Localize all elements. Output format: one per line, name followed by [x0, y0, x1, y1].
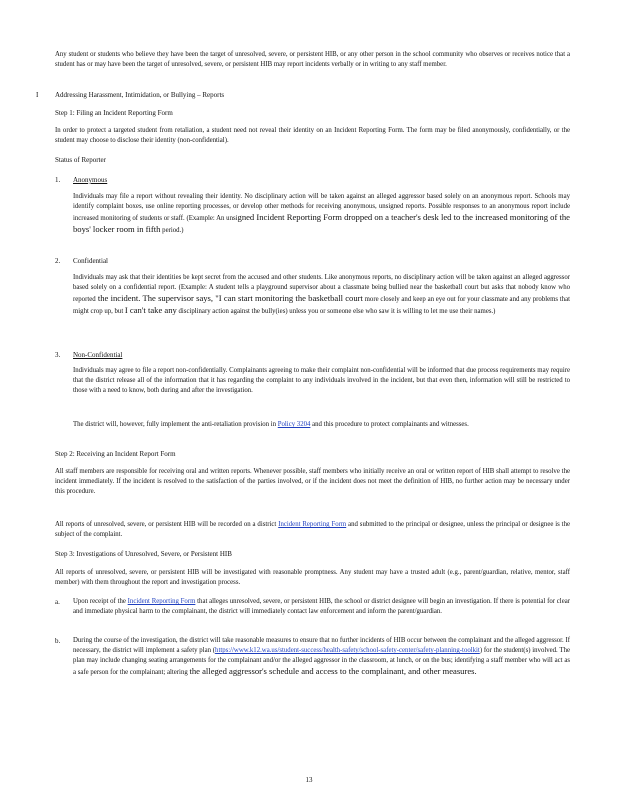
- step1-paragraph: In order to protect a targeted student from retaliation, a student need not reveal their identity on an Incident Reporting Form. The form may be filed anonymously, confidentially, or the student may choose to disclose their identity (non-confidential).: [55, 127, 570, 144]
- intro-paragraph: Any student or students who believe they have been the target of unresolved, severe, or persistent HIB, or any other person in the school community who observes or receives notice that a student has or may have been the target of unresolved, severe, or persistent HIB may report incidents verbally or in writing to any staff member.: [55, 51, 570, 68]
- item-a-paragraph: Upon receipt of the Incident Reporting Form that alleges unresolved, severe, or persistent HIB, the school or district designee will begin an investigation. If there is potential for clear and immediate physical harm to the complainant, the district will immediately contact law enforcement and inform the parent/guardian.: [73, 598, 570, 615]
- incident-reporting-form-link-2[interactable]: Incident Reporting Form: [127, 598, 196, 605]
- non-confidential-paragraph: Individuals may agree to file a report non-confidentially. Complainants agreeing to make their complaint non-confidential will be informed that due process requirements may require that the district release all of the information that it has regarding the complaint to any individuals involved in the incident, but that even then, information will still be restricted to those with a need to know, both during and after the investigation.: [73, 367, 570, 394]
- step2-paragraph: All staff members are responsible for receiving oral and written reports. Whenever possible, staff members who initially receive an oral or written report of HIB shall attempt to resolve the incident immediately. If the incident is resolved to the satisfaction of the parties involved, or if the incident does not meet the definition of HIB, no further action may be necessary under this procedure.: [55, 468, 570, 495]
- step1-heading: Step 1: Filing an Incident Reporting Form: [55, 109, 173, 117]
- item-b-marker: b.: [55, 637, 61, 645]
- incident-reporting-form-link[interactable]: Incident Reporting Form: [278, 521, 347, 528]
- confidential-paragraph: Individuals may ask that their identities be kept secret from the accused and other students. Like anonymous reports, no disciplinary action will be taken against an alleged aggressor based solely on a confidential report. (Example: A student tells a playground supervisor about a classmate being bullied near the basketball court but asks that nobody know who reported the incident. The supervisor says, "I can start monitoring the basketball court more closely and keep an eye out for your classmate and any problems that might crop up, but I can't take any disciplinary action against the bully(ies) unless you or someone else who saw it is willing to let me use their names.): [73, 274, 570, 315]
- list-number-3: 3.: [55, 351, 61, 359]
- page-number: 13: [305, 776, 313, 784]
- step2-heading: Step 2: Receiving an Incident Report Form: [55, 450, 176, 458]
- anonymous-paragraph: Individuals may file a report without revealing their identity. No disciplinary action will be taken against an alleged aggressor based solely on an anonymous report. Schools may identify complaint boxes, use online reporting processes, or develop other methods for receiving anonymous, unsigned reports. Possible responses to an anonymous report include increased monitoring of students or staff. (Example: An unsigned Incident Reporting Form dropped on a teacher's desk led to the increased monitoring of the boys' locker room in fifth period.): [73, 193, 570, 234]
- section-marker: I: [36, 91, 39, 99]
- list-number-1: 1.: [55, 176, 61, 184]
- item-a-marker: a.: [55, 598, 60, 606]
- step2-paragraph-2: All reports of unresolved, severe, or persistent HIB will be recorded on a district Incident Reporting Form and submitted to the principal or designee, unless the principal or designee is the subject of the complaint.: [55, 521, 570, 538]
- anonymous-label: Anonymous: [73, 176, 108, 184]
- confidential-label: Confidential: [73, 257, 108, 265]
- step3-paragraph: All reports of unresolved, severe, or persistent HIB will be investigated with reasonable promptness. Any student may have a trusted adult (e.g., parent/guardian, relative, mentor, staff member) with them throughout the report and investigation process.: [55, 569, 570, 586]
- safety-planning-toolkit-link[interactable]: https://www.k12.wa.us/student-success/health-safety/school-safety-center/safety-planning-toolkit: [215, 647, 480, 654]
- section-title: Addressing Harassment, Intimidation, or Bullying – Reports: [55, 91, 225, 99]
- anti-retaliation-paragraph: The district will, however, fully implement the anti-retaliation provision in Policy 3204 and this procedure to protect complainants and witnesses.: [73, 421, 469, 428]
- policy-3204-link[interactable]: Policy 3204: [277, 421, 311, 428]
- list-number-2: 2.: [55, 257, 61, 265]
- non-confidential-label: Non-Confidential: [73, 351, 123, 359]
- item-b-paragraph: During the course of the investigation, the district will take reasonable measures to ensure that no further incidents of HIB occur between the complainant and the alleged aggressor. If necessary, the district will implement a safety plan (https://www.k12.wa.us/student-success/health-safety/school-safety-center/safety-planning-toolkit) for the student(s) involved. The plan may include changing seating arrangements for the complainant and/or the alleged aggressor in the classroom, at lunch, or on the bus; identifying a staff member who will act as a safe person for the complainant; altering the alleged aggressor's schedule and access to the complainant, and other measures.: [73, 637, 570, 676]
- step3-heading: Step 3: Investigations of Unresolved, Severe, or Persistent HIB: [55, 550, 232, 558]
- status-of-reporter-heading: Status of Reporter: [55, 156, 106, 164]
